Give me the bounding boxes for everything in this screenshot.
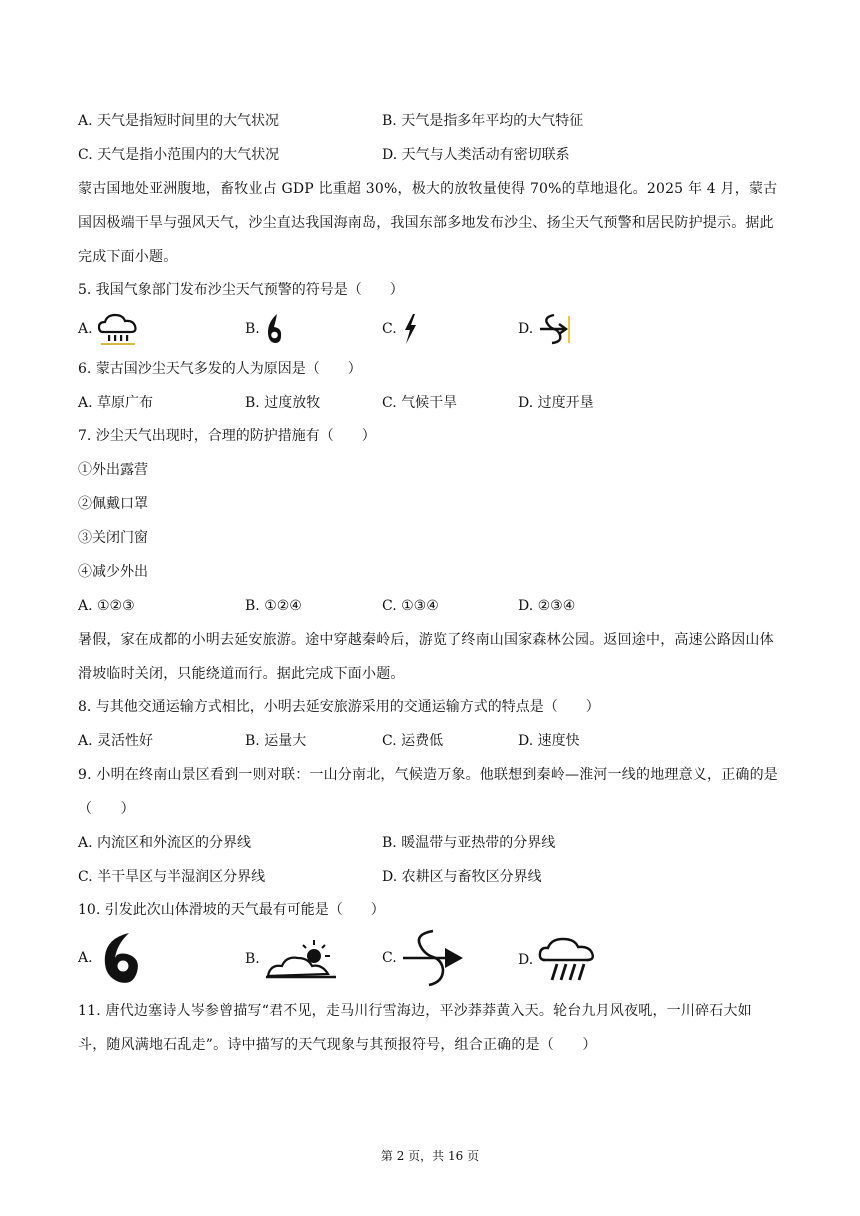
q5-option-b xyxy=(245,312,286,346)
q5-option-c-label: C. xyxy=(382,321,397,337)
q5-option-d xyxy=(518,312,571,346)
q9-option-b: B. 暖温带与亚热带的分界线 xyxy=(382,835,556,851)
q10-option-b xyxy=(245,936,338,982)
q8-option-b: B. 运量大 xyxy=(245,733,307,749)
q9-option-a: A. 内流区和外流区的分界线 xyxy=(78,835,252,851)
q10-option-b-label: B. xyxy=(245,951,260,967)
q6-option-b: B. 过度放牧 xyxy=(245,395,321,411)
q7-option-c: C. ①③④ xyxy=(382,598,439,614)
rain-icon xyxy=(537,936,597,984)
sandstorm-icon xyxy=(537,312,571,346)
q4-option-a: A. 天气是指短时间里的大气状况 xyxy=(78,113,280,129)
q6-option-a: A. 草原广布 xyxy=(78,395,154,411)
q5-option-d-label: D. xyxy=(518,321,534,337)
q7-option-a: A. ①②③ xyxy=(78,598,135,614)
q8-option-a: A. 灵活性好 xyxy=(78,733,154,749)
q5-option-a-label: A. xyxy=(78,321,93,337)
q7-item-1: ①外出露营 xyxy=(78,462,148,478)
q4-option-b: B. 天气是指多年平均的大气特征 xyxy=(382,113,584,129)
q5-option-a xyxy=(78,312,139,346)
q5-option-c xyxy=(382,312,419,346)
sandstorm-icon xyxy=(401,928,467,988)
q7-item-4: ④减少外出 xyxy=(78,564,148,580)
sunny-cloudy-icon xyxy=(264,936,338,982)
passage-yanan-trip: 暑假，家在成都的小明去延安旅游。途中穿越秦岭后，游览了终南山国家森林公园。返回途中，高速公路因山体滑坡临时关闭，只能绕道而行。据此完成下面小题。 xyxy=(78,632,774,682)
q7-option-b: B. ①②④ xyxy=(245,598,302,614)
passage-mongolia: 蒙古国地处亚洲腹地，畜牧业占 GDP 比重超 30%，极大的放牧量使得 70%的草地退化。2025 年 4 月，蒙古国因极端干旱与强风天气，沙尘直达我国海南岛，我国东部多地发布沙尘、扬尘天气预警和居民防护提示。据此完成下面小题。 xyxy=(78,181,778,265)
q9-option-c: C. 半干旱区与半湿润区分界线 xyxy=(78,869,266,885)
q9-option-d: D. 农耕区与畜牧区分界线 xyxy=(382,869,542,885)
q7-stem: 7. 沙尘天气出现时，合理的防护措施有（ ） xyxy=(78,428,376,444)
q10-option-a xyxy=(78,930,145,986)
q7-item-3: ③关闭门窗 xyxy=(78,530,148,546)
q10-option-a-label: A. xyxy=(78,950,93,966)
q10-option-d xyxy=(518,936,597,984)
q10-option-d-label: D. xyxy=(518,952,534,968)
q8-option-d: D. 速度快 xyxy=(518,733,580,749)
q7-option-d: D. ②③④ xyxy=(518,598,576,614)
typhoon-icon xyxy=(97,930,145,986)
lightning-icon xyxy=(401,312,419,346)
q4-option-d: D. 天气与人类活动有密切联系 xyxy=(382,147,570,163)
rain-storm-icon xyxy=(97,312,139,346)
q6-option-d: D. 过度开垦 xyxy=(518,395,594,411)
q8-option-c: C. 运费低 xyxy=(382,733,444,749)
q10-stem: 10. 引发此次山体滑坡的天气最有可能是（ ） xyxy=(78,902,385,918)
q4-option-c: C. 天气是指小范围内的大气状况 xyxy=(78,147,280,163)
q11-stem: 11. 唐代边塞诗人岑参曾描写“君不见，走马川行雪海边，平沙莽莽黄入天。轮台九月风夜吼，一川碎石大如斗，随风满地石乱走”。诗中描写的天气现象与其预报符号，组合正确的是（ ） xyxy=(78,1003,752,1053)
q9-stem: 9. 小明在终南山景区看到一则对联：一山分南北，气候造万象。他联想到秦岭—淮河一线的地理意义，正确的是（ ） xyxy=(78,767,779,817)
typhoon-icon xyxy=(264,312,286,346)
q6-option-c: C. 气候干旱 xyxy=(382,395,458,411)
q10-option-c xyxy=(382,928,467,988)
q7-item-2: ②佩戴口罩 xyxy=(78,496,148,512)
q5-option-b-label: B. xyxy=(245,321,260,337)
q6-stem: 6. 蒙古国沙尘天气多发的人为原因是（ ） xyxy=(78,361,362,377)
q8-stem: 8. 与其他交通运输方式相比，小明去延安旅游采用的交通运输方式的特点是（ ） xyxy=(78,699,600,715)
q5-stem: 5. 我国气象部门发布沙尘天气预警的符号是（ ） xyxy=(78,282,404,298)
page-footer: 第 2 页，共 16 页 xyxy=(380,1149,480,1163)
q10-option-c-label: C. xyxy=(382,950,397,966)
